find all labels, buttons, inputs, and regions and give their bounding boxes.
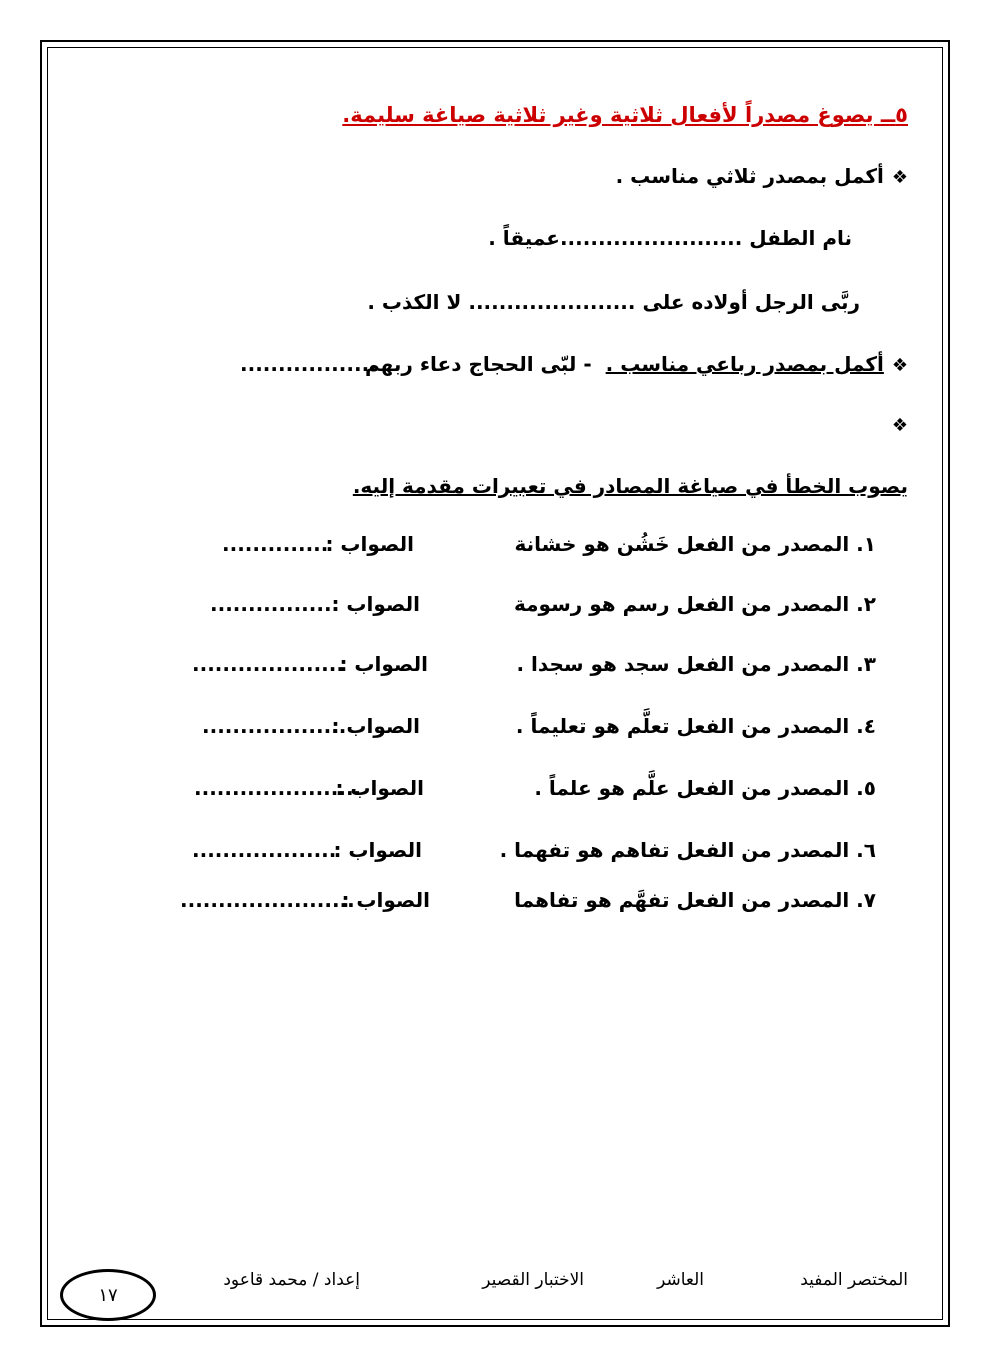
answer-blank[interactable]: ...................... [194,776,362,800]
correction-section-title: يصوب الخطأ في صياغة المصادر في تعبيرات مقدمة إليه. [352,474,908,498]
q2-sentence: - لبّى الحجاج دعاء ربهم [364,352,592,376]
correction-item-5 [534,774,876,802]
answer-blank[interactable]: .................... [192,652,344,676]
item-text: المصدر من الفعل تفهَّم هو تفاهما [514,888,850,912]
correction-item-4 [516,712,876,740]
answer-blank[interactable]: ....................... [180,888,355,912]
answer-label: الصواب : [335,776,424,800]
q2-answer-blank[interactable]: .................. [240,352,377,376]
footer-test-name: الاختبار القصير [482,1270,584,1290]
q2-instruction-row [365,350,908,380]
q1-sentence-1: نام الطفل ........................عميقاً . [488,226,852,250]
section-5-title: ٥ــ يصوغ مصدراً لأفعال ثلاثية وغير ثلاثية صياغة سليمة. [342,103,908,127]
correction-item-7 [514,886,876,914]
item-number: ٦. [856,838,876,862]
footer-book-title: المختصر المفيد [800,1270,908,1290]
correction-item-2 [514,590,876,618]
answer-label: الصواب : [331,714,420,738]
answer-blank[interactable]: .............. [222,532,329,556]
item-text: المصدر من الفعل رسم هو رسومة [514,592,850,616]
diamond-bullet-icon: ❖ [891,415,908,436]
answer-label: الصواب : [331,592,420,616]
footer-grade: العاشر [657,1270,704,1290]
answer-blank[interactable]: ................... [202,714,347,738]
page-number: ١٧ [98,1284,118,1306]
item-text: المصدر من الفعل سجد هو سجدا . [516,652,850,676]
page-number-oval [60,1269,156,1321]
item-text: المصدر من الفعل خَشُن هو خشانة [514,532,850,556]
correction-item-6 [500,836,876,864]
q1-sentence-2: ربَّى الرجل أولاده على ...................... لا الكذب . [367,290,860,314]
diamond-bullet-icon: ❖ [891,167,908,188]
item-number: ٧. [856,888,876,912]
item-text: المصدر من الفعل علَّم هو علماً . [534,776,850,800]
item-number: ٥. [856,776,876,800]
footer-author: إعداد / محمد قاعود [223,1270,360,1290]
item-text: المصدر من الفعل تعلَّم هو تعليماً . [515,714,850,738]
answer-label: الصواب : [333,838,422,862]
answer-blank[interactable]: ................. [210,592,340,616]
q1-instruction: أكمل بمصدر ثلاثي مناسب . [615,164,884,188]
answer-blank[interactable]: ................... [192,838,337,862]
q1-instruction-row [616,162,908,192]
answer-label: الصواب : [339,652,428,676]
diamond-bullet-icon: ❖ [891,355,908,376]
item-text: المصدر من الفعل تفاهم هو تفهما . [499,838,850,862]
answer-label: الصواب : [325,532,414,556]
answer-label: الصواب : [341,888,430,912]
correction-item-1 [514,530,876,558]
item-number: ٢. [856,592,876,616]
item-number: ١. [856,532,876,556]
empty-bullet-row [884,410,908,440]
q2-instruction: أكمل بمصدر رباعي مناسب . [605,352,884,376]
item-number: ٣. [856,652,876,676]
item-number: ٤. [856,714,876,738]
correction-item-3 [516,650,876,678]
